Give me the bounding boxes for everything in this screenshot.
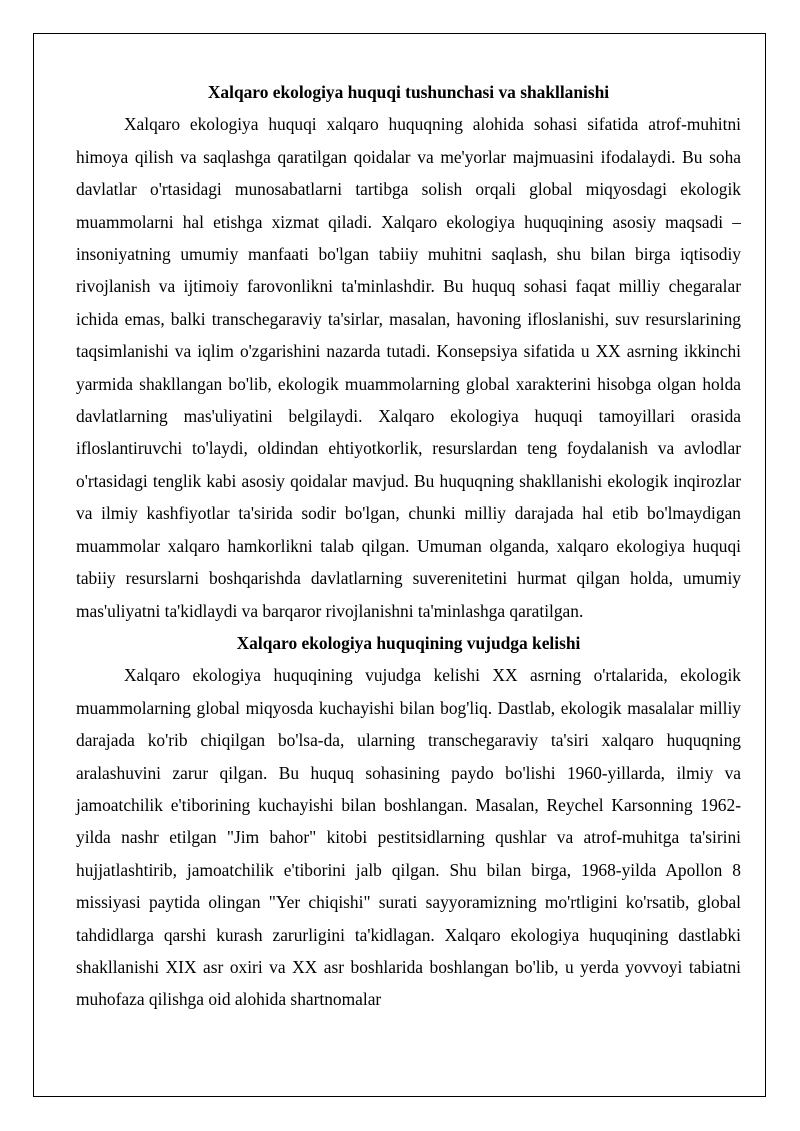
section-paragraph-origin: Xalqaro ekologiya huquqining vujudga kelishi XX asrning o'rtalarida, ekologik muammolarning global miqyosda kuchayishi bilan bog'liq. Dastlab, ekologik masalalar milliy darajada ko'rib chiqilgan bo'lsa-da, ularning transchegaraviy ta'siri xalqaro huquqning aralashuvini zarur qilgan. Bu huquq sohasining paydo bo'lishi 1960-yillarda, ilmiy va jamoatchilik e'tiborining kuchayishi bilan boshlangan. Masalan, Reychel Karsonning 1962-yilda nashr etilgan "Jim bahor" kitobi pestitsidlarning qushlar va atrof-muhitga ta'sirini hujjatlashtirib, jamoatchilik e'tiborini jalb qilgan. Shu bilan birga, 1968-yilda Apollon 8 missiyasi paytida olingan "Yer chiqishi" surati sayyoramizning mo'rtligini ko'rsatib, global tahdidlarga qarshi kurash zarurligini ta'kidlagan. Xalqaro ekologiya huquqining dastlabki shakllanishi XIX asr oxiri va XX asr boshlarida boshlangan bo'lib, u yerda yovvoyi tabiatni muhofaza qilishga oid alohida shartnomalar	[76, 665, 741, 1010]
section-heading-origin: Xalqaro ekologiya huquqining vujudga kelishi	[236, 632, 581, 653]
section-heading-concept: Xalqaro ekologiya huquqi tushunchasi va shakllanishi	[207, 82, 610, 102]
section-paragraph-concept: Xalqaro ekologiya huquqi xalqaro huquqning alohida sohasi sifatida atrof-muhitni himoya qilish va saqlashga qaratilgan qoidalar va me'yorlar majmuasini ifodalaydi. Bu soha davlatlar o'rtasidagi munosabatlarni tartibga solish orqali global miqyosdagi ekologik muammolarni hal etishga xizmat qiladi. Xalqaro ekologiya huquqining asosiy maqsadi – insoniyatning umumiy manfaati bo'lgan tabiiy muhitni saqlash, shu bilan birga iqtisodiy rivojlanish va ijtimoiy farovonlikni ta'minlashdir. Bu huquq sohasi faqat milliy chegaralar ichida emas, balki transchegaraviy ta'sirlar, masalan, havoning ifloslanishi, suv resurslarining taqsimlanishi va iqlim o'zgarishini nazarda tutadi. Konsepsiya sifatida u XX asrning ikkinchi yarmida shakllangan bo'lib, ekologik muammolarning global xarakterini hisobga olgan holda davlatlarning mas'uliyatini belgilaydi. Xalqaro ekologiya huquqi tamoyillari orasida ifloslantiruvchi to'laydi, oldindan ehtiyotkorlik, resurslardan teng foydalanish va avlodlar o'rtasidagi tenglik kabi asosiy qoidalar mavjud. Bu huquqning shakllanishi ekologik inqirozlar va ilmiy kashfiyotlar ta'sirida sodir bo'lgan, chunki milliy darajada hal etib bo'lmaydigan muammolar xalqaro hamkorlikni talab qilgan. Umuman olganda, xalqaro ekologiya huquqi tabiiy resurslarni boshqarishda davlatlarning suverenitetini hurmat qilgan holda, umumiy mas'uliyatni ta'kidlaydi va barqaror rivojlanishni ta'minlashga qaratilgan.	[76, 114, 741, 621]
document-body	[76, 76, 741, 1016]
